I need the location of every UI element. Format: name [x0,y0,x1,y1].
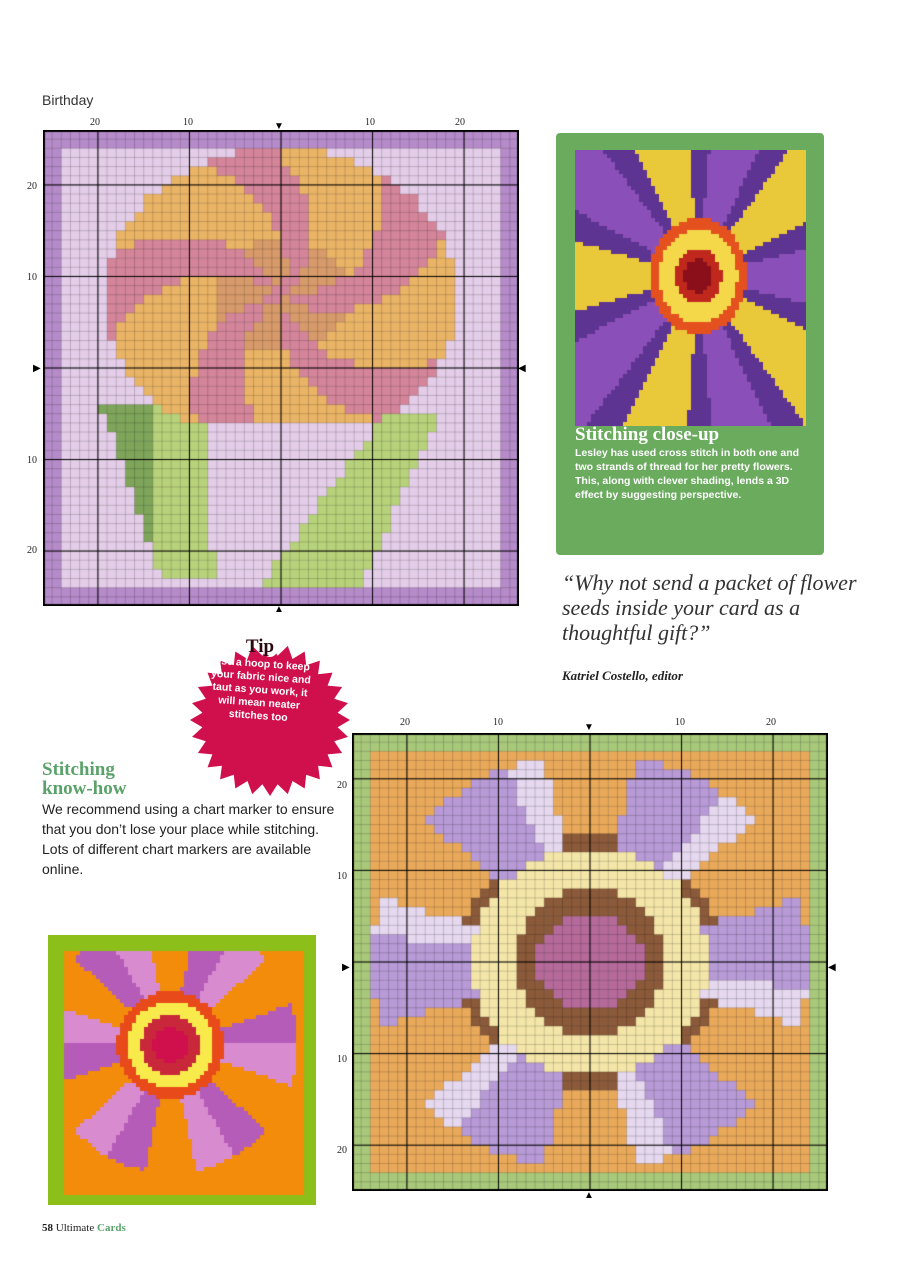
closeup-photo [575,150,806,426]
tick-label: 10 [27,272,37,283]
pixel-flower-preview [48,935,316,1205]
tick-label: 10 [337,1054,347,1065]
chart-grid [352,733,828,1191]
tick-label: 20 [27,181,37,192]
closeup-body: Lesley has used cross stitch in both one and two strands of thread for her pretty flowers. This, along with clever shading, lends a 3D effect by suggesting perspective. [575,447,800,501]
tip-title: Tip [245,636,275,657]
quote-attribution: Katriel Costello, editor [562,668,683,683]
tick-label: 20 [400,717,410,728]
tick-label: 10 [337,871,347,882]
tick-label: 20 [455,117,465,128]
center-arrow-icon: ▲ [584,1190,594,1201]
center-arrow-icon: ▼ [274,121,284,132]
page-number: 58 [42,1222,53,1234]
center-arrow-icon: ▲ [274,604,284,615]
tick-label: 10 [675,717,685,728]
pull-quote: “Why not send a packet of flower seeds inside your card as a thoughtful gift?” [562,570,857,645]
page-footer [42,1222,126,1234]
tick-label: 20 [337,780,347,791]
knowhow-title: Stitching know-how [42,759,127,799]
tick-label: 20 [766,717,776,728]
tick-label: 20 [337,1145,347,1156]
center-arrow-icon: ▼ [584,722,594,733]
center-arrow-icon: ◀ [518,363,526,374]
tip-body: Use a hoop to keep your fabric nice and taut as you work, it will mean neater stitches too [210,654,312,724]
tick-label: 20 [27,545,37,556]
knowhow-body: We recommend using a chart marker to ensure that you don’t lose your place while stitching. Lots of different chart markers are available online. [42,801,335,877]
tick-label: 10 [493,717,503,728]
center-arrow-icon: ▶ [342,962,350,973]
tick-label: 10 [365,117,375,128]
center-arrow-icon: ◀ [828,962,836,973]
magazine-name-accent: Cards [97,1222,126,1234]
stitching-closeup-panel [556,133,824,555]
closeup-title: Stitching close-up [575,424,720,445]
tick-label: 20 [90,117,100,128]
tick-label: 10 [27,455,37,466]
magazine-name: Ultimate [55,1222,95,1234]
center-arrow-icon: ▶ [33,363,41,374]
section-label: Birthday [42,92,94,108]
tip-content [170,636,350,723]
chart-grid [43,130,519,606]
tick-label: 10 [183,117,193,128]
